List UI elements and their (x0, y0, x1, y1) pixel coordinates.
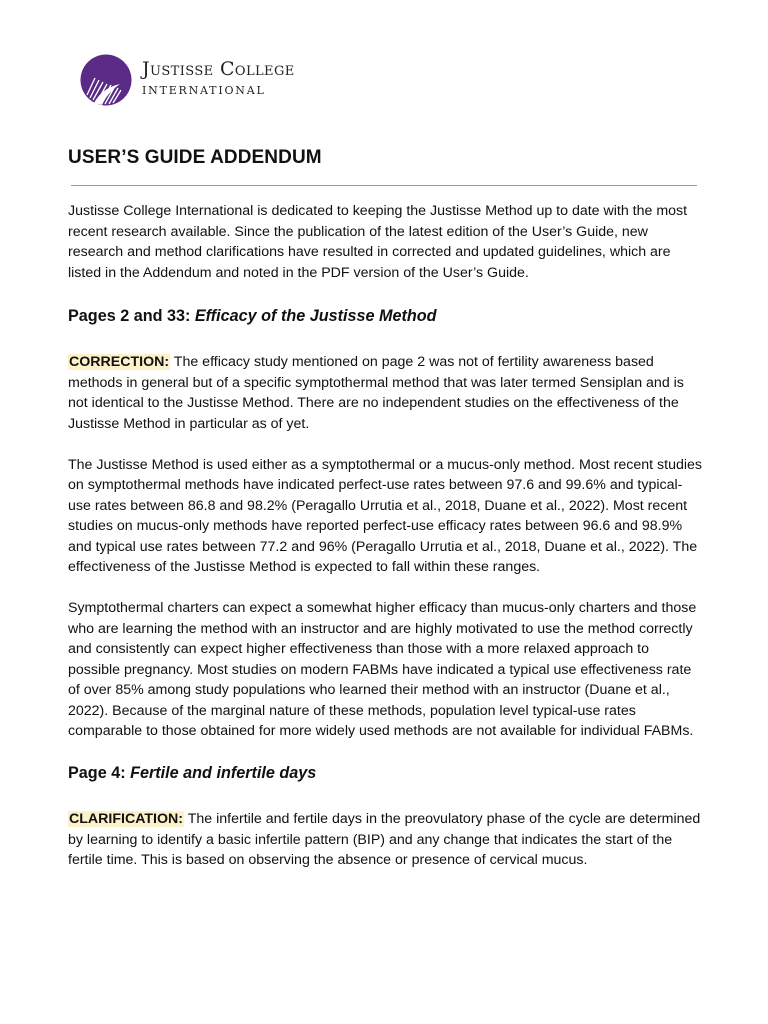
section-heading-title: Fertile and infertile days (130, 764, 317, 782)
clarification-tag: CLARIFICATION: (69, 811, 184, 827)
logo-college-name: Justisse College (142, 57, 295, 80)
college-logo (80, 54, 295, 106)
clarification-text: The infertile and fertile days in the preovulatory phase of the cycle are determined by learning to identify a basic infertile pattern (BIP) and any change that indicates the start of the fertile time. This is based on observing the absence or presence of cervical mucus. (68, 811, 701, 868)
body-paragraph: The Justisse Method is used either as a symptothermal or a mucus-only method. Most recent studies on symptothermal methods have indicated perfect-use rates between 97.6 and 99.6% and typical-use rates between 86.8 and 98.2% (Peragallo Urrutia et al., 2018, Duane et al., 2022). Most recent studies on mucus-only methods have reported perfect-use efficacy rates between 96.6 and 98.9% and typical use rates between 77.2 and 96% (Peragallo Urrutia et al., 2018, Duane et al., 2022). The effectiveness of the Justisse Method is expected to fall within these ranges. (68, 456, 702, 575)
correction-text: The efficacy study mentioned on page 2 was not of fertility awareness based methods in general but of a specific symptothermal method that was later termed Sensiplan and is not identical to the Justisse Method. There are no independent studies on the effectiveness of the Justisse Method in particular as of yet. (68, 354, 684, 432)
correction-paragraph (68, 352, 704, 434)
document-body (68, 201, 704, 871)
section-heading-prefix: Pages 2 and 33: (68, 307, 195, 325)
clarification-paragraph (68, 809, 704, 871)
correction-tag: CORRECTION: (69, 354, 170, 370)
body-paragraph: Symptothermal charters can expect a somewhat higher efficacy than mucus-only charters and those who are learning the method with an instructor and are highly motivated to use the method correctly and consistently can expect higher effectiveness than those with a more relaxed approach to possible pregnancy. Most studies on modern FABMs have indicated a typical use effectiveness rate of over 85% among study populations who learned their method with an instructor (Duane et al., 2022). Because of the marginal nature of these methods, population level typical-use rates comparable to those obtained for more widely used methods are not available for individual FABMs. (68, 600, 697, 739)
section-heading-title: Efficacy of the Justisse Method (194, 307, 437, 325)
section-heading-fertile-days (68, 762, 704, 784)
logo-wordmark (142, 58, 295, 99)
logo-subtitle: INTERNATIONAL (142, 83, 266, 97)
intro-paragraph: Justisse College International is dedicated to keeping the Justisse Method up to date with the most recent research available. Since the publication of the latest edition of the User’s Guide, new research and method clarifications have resulted in corrected and updated guidelines, which are listed in the Addendum and noted in the PDF version of the User’s Guide. (68, 203, 688, 281)
logo-emblem-icon (80, 54, 132, 106)
section-heading-prefix: Page 4: (68, 764, 131, 782)
title-divider (71, 185, 697, 186)
section-heading-efficacy (68, 305, 704, 327)
page-title: USER’S GUIDE ADDENDUM (68, 147, 322, 168)
